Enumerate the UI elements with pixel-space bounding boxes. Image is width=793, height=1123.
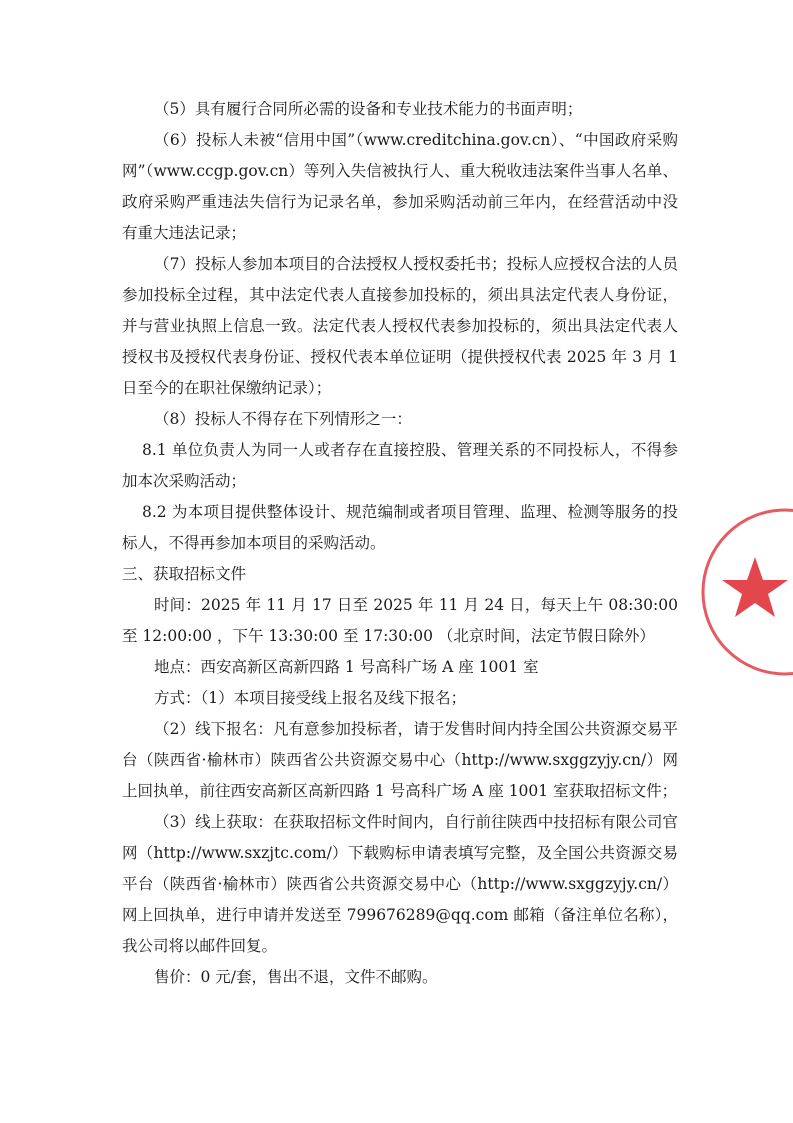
document-body [122, 94, 678, 993]
time-paragraph: 时间：2025 年 11 月 17 日至 2025 年 11 月 24 日，每天上午 08:30:00 至 12:00:00 ，下午 13:30:00 至 17:30:00 （北京时间，法定节假日除外） [122, 596, 678, 645]
method-item-2: （2）线下报名：凡有意参加投标者，请于发售时间内持全国公共资源交易平台（陕西省·榆林市）陕西省公共资源交易中心（http://www.sxggzyjy.cn/）网上回执单，前往西安高新区高新四路 1 号高科广场 A 座 1001 室获取招标文件； [122, 720, 678, 800]
company-seal [700, 505, 793, 680]
clause-8: （8）投标人不得存在下列情形之一： [154, 410, 412, 428]
price-paragraph: 售价：0 元/套，售出不退，文件不邮购。 [154, 968, 438, 986]
clause-7: （7）投标人参加本项目的合法授权人授权委托书；投标人应授权合法的人员参加投标全过程，其中法定代表人直接参加投标的，须出具法定代表人身份证，并与营业执照上信息一致。法定代表人授权代表参加投标的，须出具法定代表人授权书及授权代表身份证、授权代表本单位证明（提供授权代表 2025 年 3 月 1 日至今的在职社保缴纳记录）； [122, 255, 678, 397]
clause-6: （6）投标人未被“信用中国”（www.creditchina.gov.cn）、“中国政府采购网”（www.ccgp.gov.cn）等列入失信被执行人、重大税收违法案件当事人名单、政府采购严重违法失信行为记录名单，参加采购活动前三年内，在经营活动中没有重大违法记录； [122, 131, 678, 242]
clause-8-1: 8.1 单位负责人为同一人或者存在直接控股、管理关系的不同投标人，不得参加本次采购活动； [122, 441, 678, 490]
method-paragraph: 方式：（1）本项目接受线上报名及线下报名； [154, 689, 467, 707]
method-item-3: （3）线上获取：在获取招标文件时间内，自行前往陕西中技招标有限公司官网（http://www.sxzjtc.com/）下载购标申请表填写完整，及全国公共资源交易平台（陕西省·榆林市）陕西省公共资源交易中心（http://www.sxggzyjy.cn/）网上回执单，进行申请并发送至 799676289@qq.com 邮箱（备注单位名称），我公司将以邮件回复。 [122, 813, 678, 955]
section-heading: 三、获取招标文件 [122, 565, 247, 583]
clause-5: （5）具有履行合同所必需的设备和专业技术能力的书面声明； [154, 100, 583, 118]
clause-8-2: 8.2 为本项目提供整体设计、规范编制或者项目管理、监理、检测等服务的投标人，不得再参加本项目的采购活动。 [122, 503, 678, 552]
seal-stamp-icon [700, 505, 793, 680]
location-paragraph: 地点：西安高新区高新四路 1 号高科广场 A 座 1001 室 [154, 658, 539, 676]
